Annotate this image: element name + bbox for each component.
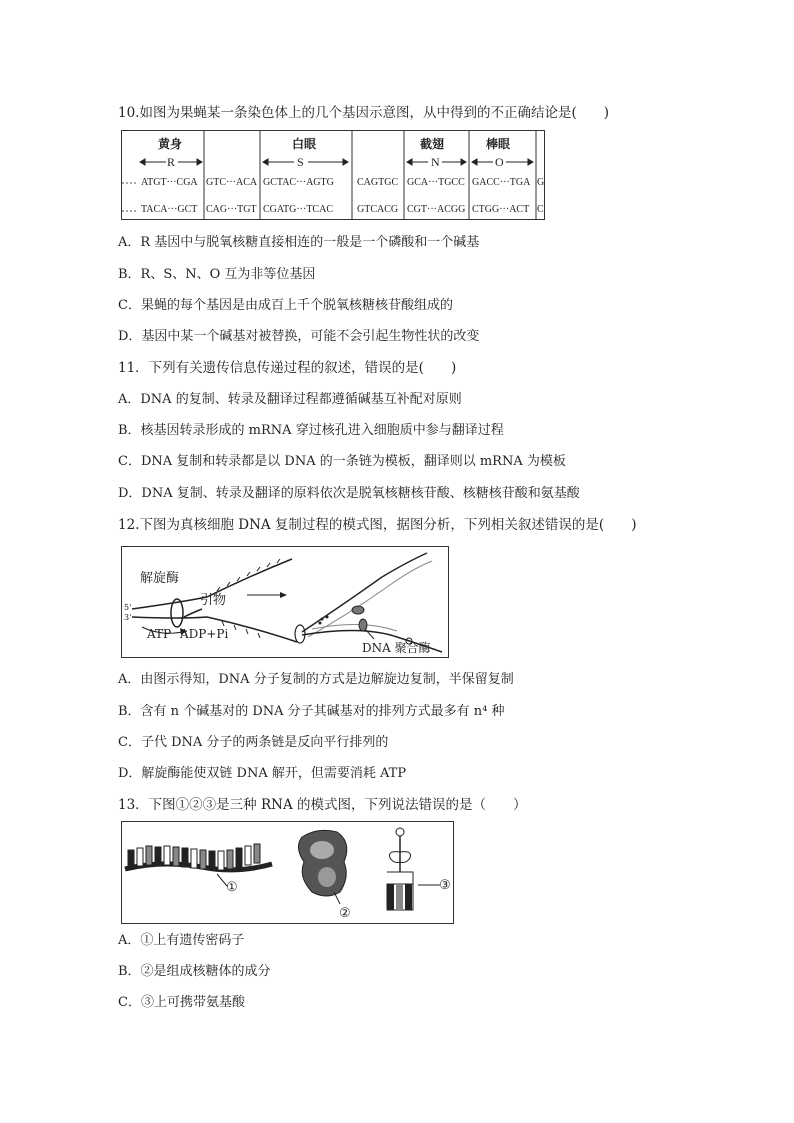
q11-option-d: D．DNA 复制、转录及翻译的原料依次是脱氧核糖核苷酸、核糖核苷酸和氨基酸 bbox=[118, 486, 580, 501]
gene-name-yellow: 黄身 bbox=[158, 137, 183, 151]
gene-name-truncated-wing: 截翅 bbox=[420, 137, 445, 151]
top-strand-seq: CAGTGC bbox=[357, 177, 399, 188]
q13-option-c: C．③上可携带氨基酸 bbox=[118, 995, 245, 1010]
top-strand-seq: G bbox=[537, 177, 545, 188]
top-strand-seq: ATGT···CGA bbox=[141, 177, 198, 188]
q12-dna-replication-figure bbox=[121, 546, 449, 658]
three-prime-label: 3' bbox=[124, 613, 132, 622]
q11-option-a: A．DNA 的复制、转录及翻译过程都遵循碱基互补配对原则 bbox=[118, 392, 462, 407]
top-strand-seq: GACC···TGA bbox=[472, 177, 531, 188]
q10-option-b: B．R、S、N、O 互为非等位基因 bbox=[118, 267, 316, 282]
q12-option-d: D．解旋酶能使双链 DNA 解开，但需要消耗 ATP bbox=[118, 766, 407, 781]
bottom-strand-seq: TACA···GCT bbox=[141, 204, 198, 215]
q11-option-b: B．核基因转录形成的 mRNA 穿过核孔进入细胞质中参与翻译过程 bbox=[118, 423, 504, 438]
bottom-strand-seq: C bbox=[537, 204, 544, 215]
gene-label-o: O bbox=[495, 155, 504, 169]
rna-types-diagram bbox=[122, 822, 453, 923]
q12-stem: 12.下图为真核细胞 DNA 复制过程的模式图，据图分析，下列相关叙述错误的是( ) bbox=[118, 517, 637, 533]
polymerase-label: DNA 聚合酶 bbox=[362, 641, 431, 655]
q12-option-c: C．子代 DNA 分子的两条链是反向平行排列的 bbox=[118, 735, 389, 750]
label-trna: ③ bbox=[439, 878, 451, 893]
q12-option-a: A．由图示得知，DNA 分子复制的方式是边解旋边复制，半保留复制 bbox=[118, 672, 514, 687]
bottom-strand-seq: CAG···TGT bbox=[206, 204, 257, 215]
gene-name-bar-eye: 棒眼 bbox=[486, 137, 511, 151]
top-strand-seq: GTC···ACA bbox=[206, 177, 258, 188]
q13-stem: 13．下图①②③是三种 RNA 的模式图，下列说法错误的是（ ） bbox=[118, 797, 527, 813]
q10-option-a: A．R 基因中与脱氧核糖直接相连的一般是一个磷酸和一个碱基 bbox=[118, 235, 480, 250]
label-rrna: ② bbox=[339, 906, 351, 921]
q10-option-d: D．基因中某一个碱基对被替换，可能不会引起生物性状的改变 bbox=[118, 329, 480, 344]
bottom-strand-seq: CTGG···ACT bbox=[472, 204, 530, 215]
gene-label-r: R bbox=[167, 155, 176, 169]
gene-label-s: S bbox=[297, 155, 304, 169]
atp-label: ATP bbox=[147, 627, 172, 641]
top-strand-seq: GCA···TGCC bbox=[407, 177, 465, 188]
q11-option-c: C．DNA 复制和转录都是以 DNA 的一条链为模板，翻译则以 mRNA 为模板 bbox=[118, 454, 566, 469]
q13-option-b: B．②是组成核糖体的成分 bbox=[118, 964, 271, 979]
bottom-strand-seq: GTCACG bbox=[357, 204, 399, 215]
q10-stem: 10.如图为果蝇某一条染色体上的几个基因示意图，从中得到的不正确结论是( ) bbox=[118, 105, 610, 121]
label-mrna: ① bbox=[226, 880, 238, 895]
gene-label-n: N bbox=[431, 155, 440, 169]
adp-label: ADP+Pi bbox=[180, 627, 229, 641]
top-strand-seq: GCTAC···AGTG bbox=[263, 177, 334, 188]
bottom-strand-seq: CGATG···TCAC bbox=[263, 204, 333, 215]
q10-option-c: C．果蝇的每个基因是由成百上千个脱氧核糖核苷酸组成的 bbox=[118, 298, 453, 313]
gene-name-white-eye: 白眼 bbox=[292, 137, 317, 151]
q11-stem: 11．下列有关遗传信息传递过程的叙述，错误的是( ) bbox=[118, 360, 457, 376]
bottom-strand-seq: CGT···ACGG bbox=[407, 204, 466, 215]
q10-gene-figure bbox=[121, 130, 545, 220]
q12-option-b: B．含有 n 个碱基对的 DNA 分子其碱基对的排列方式最多有 n⁴ 种 bbox=[118, 704, 505, 719]
q13-rna-figure bbox=[121, 821, 454, 924]
five-prime-label: 5' bbox=[124, 603, 132, 612]
primer-label: 引物 bbox=[200, 593, 227, 608]
q13-option-a: A．①上有遗传密码子 bbox=[118, 933, 245, 948]
helicase-label: 解旋酶 bbox=[140, 571, 180, 586]
